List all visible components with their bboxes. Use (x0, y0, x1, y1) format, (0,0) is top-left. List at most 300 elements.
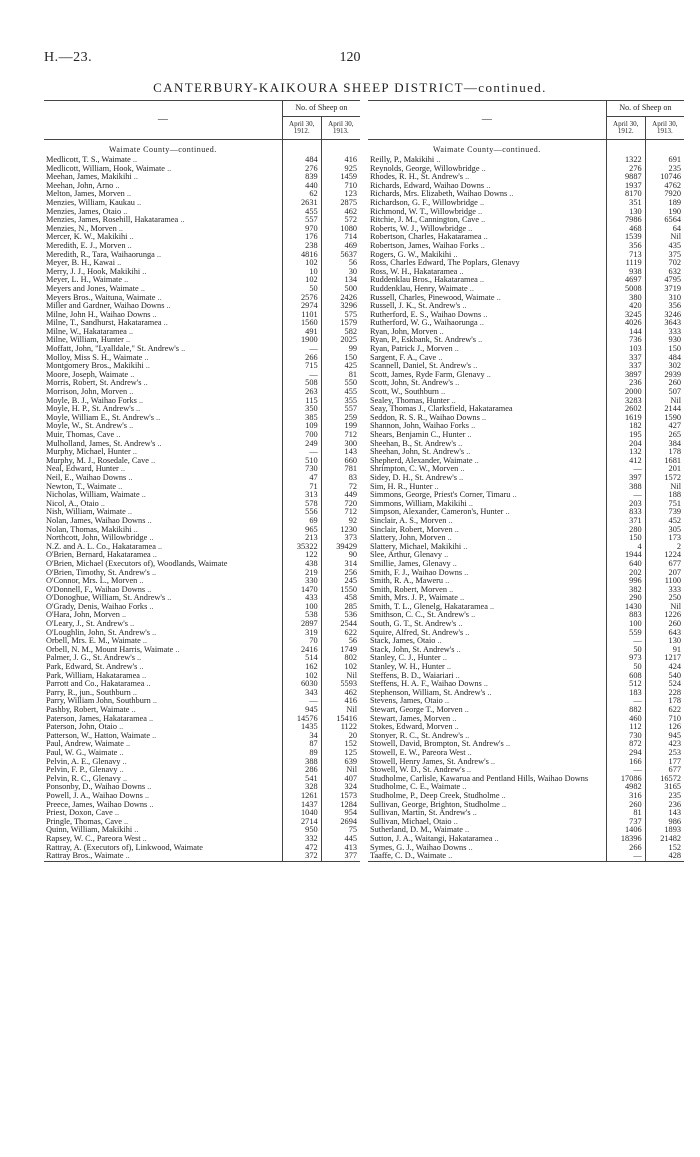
owner-name-text: O'Donnell, F., Waihao Downs (46, 585, 146, 594)
owner-name-text: Pelvin, A. E., Glenavy (46, 757, 121, 766)
owner-name (44, 311, 282, 320)
sheep-count-1913: 90 (348, 551, 357, 560)
owner-name-text: Orbell, N. M., Mount Harris, Waimate (46, 645, 174, 654)
leader-dots: .. (465, 826, 470, 835)
sheep-count-1912: 132 (606, 448, 645, 457)
leader-dots: .. (468, 224, 473, 233)
table-row (44, 388, 360, 397)
owner-name-text: O'Leary, J., St. Andrew's (46, 620, 128, 629)
table-row (44, 225, 360, 234)
leader-dots: .. (138, 396, 144, 405)
sheep-count-1913: 575 (344, 310, 357, 319)
leader-dots: .. (142, 671, 147, 680)
sheep-count-1912: 559 (606, 629, 645, 638)
owner-name-text: Richards, Edward, Waihao Downs (370, 181, 485, 190)
table-row (44, 663, 360, 672)
owner-name-text: Paterson, James, Hakataramea (46, 714, 147, 723)
table-row (368, 732, 684, 741)
table-row (368, 792, 684, 801)
leader-dots: .. (132, 156, 138, 164)
sheep-count-1912: 130 (606, 208, 645, 217)
table-row (44, 294, 360, 303)
sheep-count-1912: 100 (282, 603, 321, 612)
owner-name (368, 792, 606, 801)
sheep-count-1913: 134 (344, 276, 357, 285)
owner-name-text: Pelvin, F. P., Glenavy (46, 766, 118, 775)
leader-dots: .. (481, 164, 486, 173)
sheep-count-1912: 276 (282, 165, 321, 174)
owner-name (44, 190, 282, 199)
owner-name (368, 354, 606, 363)
sheep-count-1913: 3246 (664, 310, 681, 319)
leader-dots: .. (459, 267, 464, 276)
owner-name-text: Ruddenklau, Henry, Waimate (370, 284, 468, 293)
table-row (368, 414, 684, 423)
owner-name-text: Neal, Edward, Hunter (46, 465, 119, 474)
sheep-count-1913: 536 (344, 611, 357, 620)
owner-name (44, 732, 282, 741)
sheep-table-right (368, 100, 684, 862)
owner-name (368, 706, 606, 715)
table-row (44, 405, 360, 414)
sheep-count-1912: 385 (282, 414, 321, 423)
leader-dots: .. (149, 800, 154, 809)
owner-name-text: Ryan, John, Morven (370, 327, 438, 336)
table-row (368, 783, 684, 792)
leader-dots: .. (132, 448, 137, 457)
sheep-count-1912: 14576 (282, 715, 321, 724)
leader-dots: .. (152, 731, 157, 740)
owner-name-text: Stokes, Edward, Morven (370, 723, 453, 732)
leader-dots: .. (481, 216, 486, 225)
owner-name-text: Moffatt, John, "Lyalldale," St. Andrew's (46, 345, 180, 354)
owner-name-text: Slattery, John, Morven (370, 534, 446, 543)
table-row (44, 706, 360, 715)
sheep-count-1912: 1101 (282, 311, 321, 320)
sheep-count-1912: 608 (606, 672, 645, 681)
sheep-count-1912: 89 (282, 749, 321, 758)
sheep-count-1912: 276 (606, 165, 645, 174)
leader-dots: .. (129, 422, 134, 431)
table-row (44, 577, 360, 586)
sheep-count-1912: 557 (282, 216, 321, 225)
leader-dots: .. (479, 276, 485, 285)
table-row (44, 397, 360, 406)
owner-name (368, 826, 606, 835)
owner-name-text: Steffens, B. D., Waiariari (370, 671, 454, 680)
sheep-count-1913: 285 (344, 602, 357, 611)
leader-dots: .. (125, 336, 131, 345)
leader-dots: .. (465, 731, 470, 740)
owner-name-text: Taaffe, C. D., Waimate (370, 852, 447, 861)
owner-name-text: Stewart, James, Morven (370, 714, 451, 723)
owner-name (44, 448, 282, 457)
owner-name (368, 835, 606, 844)
owner-name (44, 517, 282, 526)
owner-name-text: Nicholas, William, Waimate (46, 491, 140, 500)
table-row (368, 474, 684, 483)
owner-name-text: Medlicott, William, Hook, Waimate (46, 164, 165, 173)
section-heading: Waimate County—continued. (44, 140, 282, 157)
owner-name (44, 354, 282, 363)
owner-name-text: Symes, G. J., Waihao Downs (370, 843, 467, 852)
owner-name (44, 594, 282, 603)
sheep-count-1912: 491 (282, 328, 321, 337)
table-row (44, 379, 360, 388)
leader-dots: .. (501, 800, 507, 809)
owner-name (44, 251, 282, 260)
sheep-count-1912: 144 (606, 328, 645, 337)
owner-name (368, 646, 606, 655)
table-row (44, 637, 360, 646)
sheep-count-1913: 310 (668, 293, 681, 302)
sheep-count-1912: 3245 (606, 311, 645, 320)
owner-name (368, 809, 606, 818)
table-row (368, 844, 684, 853)
table-row (368, 319, 684, 328)
sheep-count-1913: 702 (668, 259, 681, 268)
owner-name (368, 560, 606, 569)
sheep-count-1912: — (606, 491, 645, 500)
owner-name (44, 465, 282, 474)
table-row (44, 233, 360, 242)
owner-name (368, 697, 606, 706)
leader-dots: .. (463, 542, 468, 551)
owner-name-text: O'Brien, Michael (Executors of), Woodlands, Waimate (46, 559, 228, 568)
table-row (368, 663, 684, 672)
table-row (44, 680, 360, 689)
owner-name-text: Stevens, James, Otaio (370, 697, 443, 706)
leader-dots: .. (438, 353, 443, 362)
leader-dots: .. (119, 723, 124, 732)
sheep-count-1912: 713 (606, 251, 645, 260)
page-title: CANTERBURY-KAIKOURA SHEEP DISTRICT—continued. (153, 80, 547, 95)
owner-name-text: Parry, William John, Southburn (46, 697, 151, 706)
owner-name (44, 577, 282, 586)
sheep-count-header: No. of Sheep on (606, 101, 684, 117)
sheep-count-1912: 328 (282, 783, 321, 792)
table-row (44, 775, 360, 784)
sheep-count-1913: 265 (668, 431, 681, 439)
table-row (368, 379, 684, 388)
sheep-count-1913: 173 (668, 534, 681, 543)
table-row (368, 586, 684, 595)
owner-name-text: Menzies, N., Morven (46, 224, 117, 233)
sheep-count-1912: 286 (282, 766, 321, 775)
owner-name-text: Meyer, L. H., Waimate (46, 276, 123, 285)
table-row (368, 440, 684, 449)
sheep-count-1913: 302 (668, 362, 681, 371)
sheep-count-1912: 715 (282, 362, 321, 371)
year-1913-header: April 30, 1913. (321, 117, 360, 140)
sheep-count-1913: 720 (344, 499, 357, 508)
table-row (44, 474, 360, 483)
sheep-count-1913: 356 (668, 302, 681, 311)
sheep-count-1912: 87 (282, 740, 321, 749)
leader-dots: .. (468, 843, 473, 852)
sheep-count-1912: 2631 (282, 199, 321, 208)
left-table-body (44, 140, 360, 862)
table-row (368, 569, 684, 578)
owner-name-text: Preece, James, Waihao Downs (46, 800, 148, 809)
owner-name (44, 345, 282, 354)
sheep-count-1913: 2875 (340, 198, 357, 207)
table-row (44, 715, 360, 724)
table-row (44, 603, 360, 612)
sheep-count-1912: 882 (606, 706, 645, 715)
owner-name (44, 225, 282, 234)
leader-dots: .. (129, 388, 134, 397)
leader-dots: .. (505, 508, 510, 517)
sheep-count-1913: 1122 (340, 723, 357, 732)
sheep-count-1913: 677 (668, 766, 681, 775)
section-heading: Waimate County—continued. (368, 140, 606, 157)
owner-name-text: Stowell, David, Brompton, St. Andrew's (370, 740, 504, 749)
owner-name-text: Northcott, John, Willowbridge (46, 534, 148, 543)
owner-name (44, 620, 282, 629)
table-row (368, 156, 684, 165)
sheep-count-1912: 388 (606, 483, 645, 492)
leader-dots: .. (455, 671, 460, 680)
sheep-count-1912: 438 (282, 560, 321, 569)
owner-name (44, 826, 282, 835)
sheep-count-1913: 143 (668, 809, 681, 818)
sheep-count-1912: 236 (606, 379, 645, 388)
sheep-count-1913: 930 (668, 336, 681, 345)
owner-name-text: Stewart, George T., Morven (370, 706, 463, 714)
owner-name (368, 345, 606, 354)
sheep-count-1913: 484 (668, 353, 681, 362)
sheep-count-1913: 2 (676, 542, 681, 551)
sheep-count-1913: 190 (668, 207, 681, 216)
owner-name-text: Robertson, James, Waihao Forks (370, 241, 479, 250)
table-row (44, 216, 360, 225)
table-row (44, 758, 360, 767)
table-row (44, 835, 360, 844)
sheep-count-1912: 195 (606, 431, 645, 440)
sheep-count-1912: 294 (606, 749, 645, 758)
sheep-count-1912: 440 (282, 182, 321, 191)
sheep-count-1913: 384 (668, 439, 681, 448)
table-row (44, 697, 360, 706)
leader-dots: .. (181, 345, 186, 354)
owner-name (368, 156, 606, 165)
table-row (44, 414, 360, 423)
owner-name (368, 783, 606, 792)
owner-name (44, 809, 282, 818)
table-row (44, 508, 360, 517)
table-row (368, 233, 684, 242)
left-column (44, 100, 360, 862)
leader-dots: .. (459, 473, 464, 482)
owner-name (44, 783, 282, 792)
sheep-count-1913: 150 (344, 353, 357, 362)
table-row (44, 208, 360, 217)
owner-name (44, 758, 282, 767)
owner-name (44, 431, 282, 440)
leader-dots: .. (156, 413, 161, 422)
leader-dots: .. (156, 250, 162, 259)
sheep-count-1912: 1539 (606, 233, 645, 242)
sheep-count-1913: 30 (348, 267, 357, 276)
sheep-count-1912: 472 (282, 844, 321, 853)
sheep-count-1913: 236 (668, 800, 681, 809)
sheep-count-1913: 469 (344, 241, 357, 250)
sheep-count-1912: 150 (606, 534, 645, 543)
tables-container (44, 100, 684, 1150)
table-row (368, 465, 684, 474)
owner-name-text: Shrimpton, C. W., Morven (370, 465, 459, 474)
leader-dots: .. (483, 680, 488, 689)
sheep-count-1912: 3283 (606, 397, 645, 406)
owner-name-text: Smith, Mrs. J. P., Waimate (370, 594, 458, 603)
owner-name (368, 732, 606, 741)
sheep-count-1913: 2144 (664, 405, 681, 414)
owner-name (368, 543, 606, 552)
sheep-count-1913: 557 (344, 405, 357, 414)
table-row (368, 689, 684, 698)
owner-name (368, 302, 606, 311)
sheep-count-1913: 1217 (664, 654, 681, 663)
sheep-count-1912: 47 (282, 474, 321, 483)
sheep-count-1912: 219 (282, 569, 321, 578)
sheep-count-1912: 4816 (282, 251, 321, 260)
owner-name-text: Scannell, Daniel, St. Andrew's (370, 362, 472, 371)
owner-name-text: Medlicott, T. S., Waimate (46, 156, 131, 164)
owner-name-text: Murphy, Michael, Hunter (46, 448, 131, 457)
sheep-count-1913: 954 (344, 809, 357, 818)
table-row (368, 354, 684, 363)
owner-name-text: Richmond, W. T., Willowbridge (370, 207, 476, 216)
table-row (44, 500, 360, 509)
sheep-count-1912: 2602 (606, 405, 645, 414)
owner-name (368, 500, 606, 509)
owner-name-text: Newton, T., Waimate (46, 482, 117, 491)
sheep-count-1913: 143 (344, 448, 357, 457)
table-row (368, 182, 684, 191)
sheep-count-1912: 343 (282, 689, 321, 698)
owner-name (368, 672, 606, 681)
sheep-count-1912: 34 (282, 732, 321, 741)
sheep-count-1913: 423 (668, 740, 681, 749)
leader-dots: .. (512, 491, 517, 500)
table-row (44, 526, 360, 535)
table-row (368, 242, 684, 251)
sheep-count-1912: 109 (282, 422, 321, 431)
sheep-count-1913: 235 (668, 164, 681, 173)
owner-name-text: Richards, Mrs. Elizabeth, Waihao Downs (370, 190, 508, 199)
sheep-count-1912: 351 (606, 199, 645, 208)
owner-name-text: Smithson, C. C., St. Andrew's (370, 611, 469, 620)
owner-name-text: Patterson, W., Hatton, Waimate (46, 731, 151, 740)
table-row (368, 216, 684, 225)
owner-name-text: Sinclair, Robert, Morven (370, 525, 453, 534)
table-row (44, 276, 360, 285)
sheep-count-1913: 3165 (664, 783, 681, 792)
owner-name (368, 852, 606, 861)
sheep-count-1913: 458 (344, 594, 357, 603)
sheep-count-1912: 2714 (282, 818, 321, 827)
sheep-count-1913: 188 (668, 491, 681, 500)
owner-name-text: Simmons, George, Priest's Corner, Timaru (370, 491, 511, 500)
sheep-count-1912: 202 (606, 569, 645, 578)
sheep-count-1913: 660 (344, 456, 357, 465)
sheep-count-1912: 337 (606, 354, 645, 363)
sheep-count-1913: 540 (668, 671, 681, 680)
sheep-count-1912: 266 (606, 844, 645, 853)
leader-dots: .. (118, 224, 123, 233)
sheep-count-1913: 130 (668, 637, 681, 646)
owner-name (368, 251, 606, 260)
owner-name (368, 379, 606, 388)
sheep-count-1912: 62 (282, 190, 321, 199)
sheep-count-1912: 356 (606, 242, 645, 251)
owner-name-text: Rapsey, W. C., Pareora West (46, 834, 141, 843)
table-row (44, 483, 360, 492)
sheep-count-1912: 1900 (282, 336, 321, 345)
owner-name-text: Moyle, William E., St. Andrew's (46, 413, 154, 422)
sheep-count-1912: 17086 (606, 775, 645, 784)
sheep-count-1913: 677 (668, 559, 681, 568)
sheep-count-1913: 333 (668, 327, 681, 336)
leader-dots: .. (134, 826, 139, 835)
owner-name (44, 156, 282, 165)
owner-name (44, 835, 282, 844)
owner-name-text: Sheehan, John, St. Andrew's (370, 448, 465, 457)
sheep-count-1912: — (606, 465, 645, 474)
sheep-count-1912: 883 (606, 611, 645, 620)
leader-dots: .. (478, 207, 483, 216)
table-row (44, 852, 360, 861)
owner-name (44, 268, 282, 277)
owner-name (44, 792, 282, 801)
sheep-count-1912: 965 (282, 526, 321, 535)
sheep-count-1913: 1459 (340, 173, 357, 182)
table-row (44, 654, 360, 663)
owner-name (368, 448, 606, 457)
leader-dots: .. (122, 774, 128, 783)
sheep-count-1913: 452 (668, 516, 681, 525)
sheep-count-1912: 4026 (606, 319, 645, 328)
owner-name (44, 173, 282, 182)
table-row (368, 508, 684, 517)
table-row (368, 526, 684, 535)
owner-name (368, 483, 606, 492)
sheep-count-1912: 280 (606, 526, 645, 535)
sheep-count-1912: 102 (282, 672, 321, 681)
table-row (368, 715, 684, 724)
sheep-count-1913: 83 (348, 473, 357, 482)
table-row (44, 371, 360, 380)
sheep-count-1912: 1322 (606, 156, 645, 165)
table-row (44, 285, 360, 294)
sheep-count-1913: 714 (344, 233, 357, 242)
owner-name-text: O'Brien, Timothy, St. Andrew's (46, 568, 150, 577)
table-row (368, 259, 684, 268)
sheep-count-1912: 71 (282, 483, 321, 492)
sheep-count-1912: — (606, 697, 645, 706)
sheep-count-1912: 238 (282, 242, 321, 251)
leader-dots: .. (501, 791, 506, 800)
leader-dots: .. (453, 250, 458, 259)
table-row (368, 500, 684, 509)
leader-dots: .. (460, 594, 465, 603)
owner-name (368, 336, 606, 345)
leader-dots: .. (149, 534, 154, 543)
leader-dots: .. (152, 628, 157, 637)
leader-dots: .. (157, 542, 163, 551)
owner-name (368, 551, 606, 560)
